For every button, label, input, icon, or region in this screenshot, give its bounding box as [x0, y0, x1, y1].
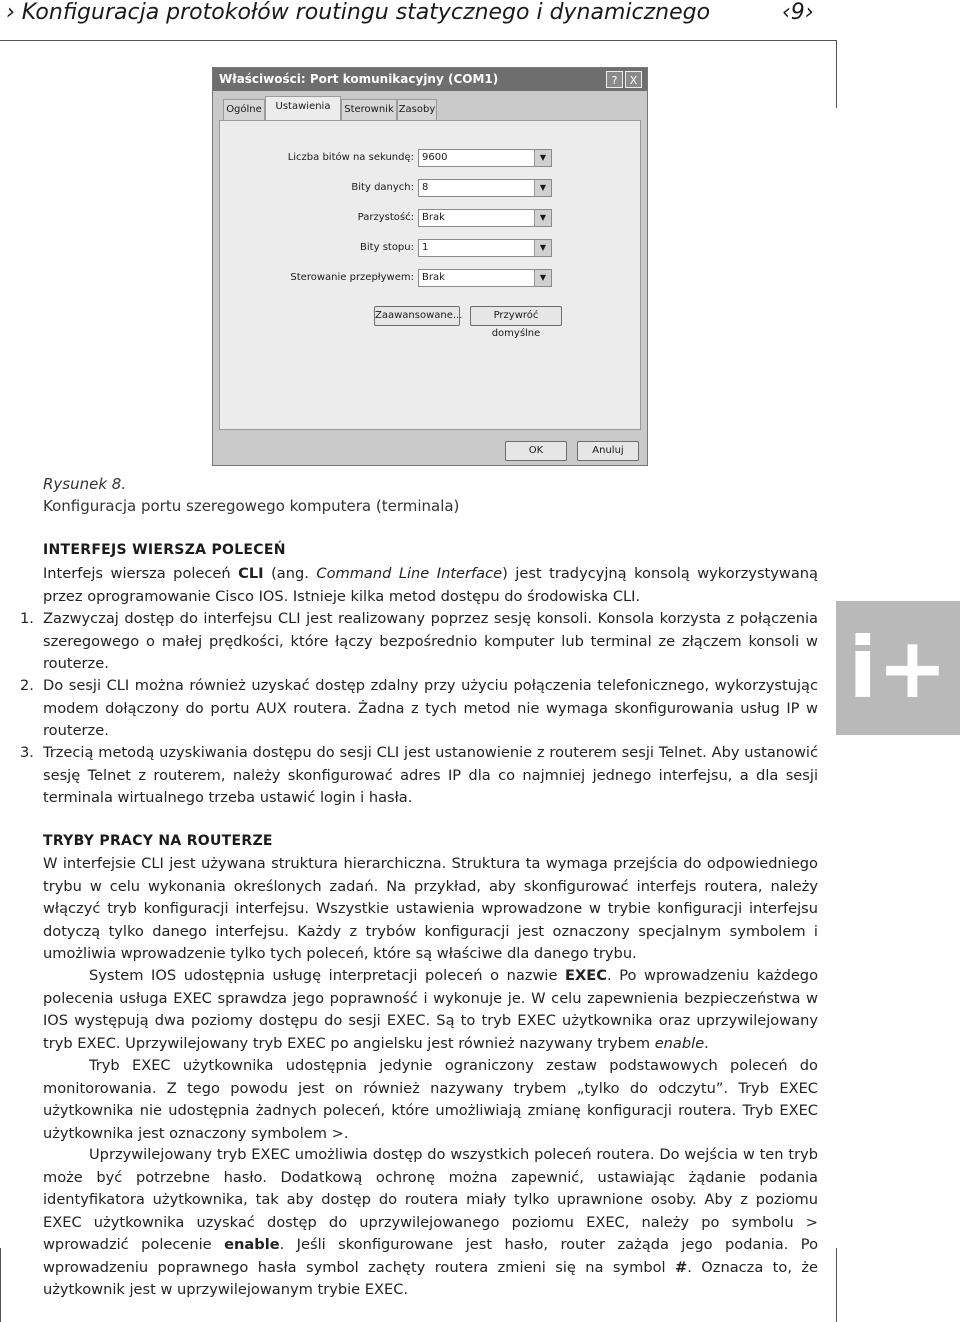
- list-number: 1.: [20, 610, 34, 627]
- field-row: [220, 179, 547, 199]
- chevron-down-icon: ▼: [534, 270, 551, 286]
- text-run-bold: EXEC: [565, 967, 607, 984]
- list-number: 2.: [20, 677, 34, 694]
- field-label: Bity stopu:: [360, 242, 414, 253]
- select-value: 9600: [422, 152, 448, 163]
- text-run: Interfejs wiersza poleceń: [43, 565, 239, 582]
- list-item: Do sesji CLI można również uzyskać dostęp zdalny przy użyciu połączenia telefonicznego, wykorzystując modem dołączony do portu AUX routera. Żadna z tych metod nie wymaga skonfigurowania usług IP w routerze.: [43, 677, 818, 739]
- tab-general[interactable]: Ogólne: [223, 99, 265, 120]
- list-item: Trzecią metodą uzyskiwania dostępu do sesji CLI jest ustanowienie z routerem sesji Telnet. Aby ustanowić sesję Telnet z routerem, należy skonfigurować adres IP dla co najmniej jednego interfejsu, a dla sesji terminala wirtualnego trzeba ustawić login i hasła.: [43, 744, 818, 806]
- chevron-down-icon: ▼: [534, 150, 551, 166]
- advanced-button[interactable]: Zaawansowane...: [374, 306, 460, 326]
- text-run: Uprzywilejowany tryb EXEC umożliwia dostęp do wszystkich poleceń routera. Do wejścia w ten tryb może być potrzebne hasło. Dodatkową ochronę można zapewnić, ustawiając żądanie podania identyfikatora użytkownika, tak aby dostęp do routera miały tylko uprawnione osoby. Aby z poziomu EXEC użytkownika uzyskać dostęp do uprzywilejowanego poziomu EXEC, należy po symbolu > wprowadzić polecenie: [43, 1146, 818, 1253]
- side-tab: [836, 601, 960, 735]
- field-row: [220, 209, 547, 229]
- data-bits-select[interactable]: [418, 179, 552, 197]
- text-run: (ang.: [263, 565, 317, 582]
- select-value: Brak: [422, 272, 445, 283]
- text-run: . Oznacza to, że użytkownik jest w uprzywilejowanym trybie EXEC.: [43, 1258, 819, 1298]
- text-run: .: [704, 1034, 709, 1052]
- field-row: [220, 239, 547, 259]
- chapter-title: › Konfiguracja protokołów routingu statycznego i dynamicznego: [6, 0, 711, 25]
- ok-button[interactable]: OK: [505, 441, 567, 461]
- dialog-title: Właściwości: Port komunikacyjny (COM1): [213, 68, 647, 91]
- select-value: Brak: [422, 212, 445, 223]
- text-run: ) jest tradycyjną konsolą wykorzystywaną przez oprogramowanie Cisco IOS. Istnieje kilka metod dostępu do środowiska CLI.: [43, 565, 818, 605]
- text-run: System IOS udostępnia usługę interpretacji poleceń o nazwie: [89, 967, 566, 984]
- port-settings-panel: [219, 120, 641, 430]
- text-run: . Po wprowadzeniu każdego polecenia usługa EXEC sprawdza jego poprawność i wykonuje je. W celu zapewnienia bezpieczeństwa w IOS występują dwa poziomy dostępu do sesji EXEC. Są to tryb EXEC użytkownika oraz uprzywilejowany tryb EXEC. Uprzywilejowany tryb EXEC po angielsku jest również nazywany trybem: [43, 967, 818, 1052]
- cancel-button[interactable]: Anuluj: [577, 441, 639, 461]
- select-value: 1: [422, 242, 429, 253]
- flow-control-select[interactable]: [418, 269, 552, 287]
- figure-label: Rysunek 8.: [43, 475, 127, 493]
- text-run-bold: #: [675, 1258, 688, 1276]
- chevron-down-icon: ▼: [534, 240, 551, 256]
- iplus-logo: i+: [848, 619, 948, 717]
- page-number: ‹9›: [782, 0, 814, 25]
- chevron-down-icon: ▼: [534, 210, 551, 226]
- margin-rule: [836, 1248, 837, 1322]
- text-run: Tryb EXEC użytkownika udostępnia jedynie ograniczony zestaw podstawowych poleceń do monitorowania. Z tego powodu jest on również nazywany trybem „tylko do odczytu”. Tryb EXEC użytkownika nie udostępnia żadnych poleceń, które umożliwiają zmianę konfiguracji routera. Tryb EXEC użytkownika jest oznaczony symbolem >.: [43, 1057, 818, 1142]
- text-run: . Jeśli skonfigurowane jest hasło, router zażąda jego podania. Po wprowadzeniu poprawnego hasła symbol zachęty routera zmieni się na symbol: [43, 1236, 818, 1276]
- section-intro: [43, 563, 818, 608]
- field-label: Bity danych:: [351, 182, 414, 193]
- close-button[interactable]: X: [625, 71, 642, 88]
- stop-bits-select[interactable]: [418, 239, 552, 257]
- parity-select[interactable]: [418, 209, 552, 227]
- field-row: [220, 269, 547, 289]
- restore-defaults-button[interactable]: Przywróć domyślne: [470, 306, 562, 326]
- margin-rule: [836, 40, 837, 108]
- tab-driver[interactable]: Sterownik: [341, 99, 397, 120]
- paragraph: [43, 1055, 818, 1145]
- paragraph: [43, 965, 818, 1055]
- list-number: 3.: [20, 744, 34, 761]
- field-label: Sterowanie przepływem:: [290, 272, 414, 283]
- list-item: Zazwyczaj dostęp do interfejsu CLI jest realizowany poprzez sesję konsoli. Konsola korzysta z połączenia szeregowego o małej prędkości, które łączy bezpośrednio komputer lub terminal ze złączem konsoli w routerze.: [43, 610, 818, 672]
- text-run-bold: enable: [224, 1236, 280, 1253]
- section-heading: TRYBY PRACY NA ROUTERZE: [43, 833, 273, 849]
- header-rule: [0, 40, 836, 41]
- select-value: 8: [422, 182, 429, 193]
- text-run-bold: CLI: [238, 565, 264, 582]
- field-label: Parzystość:: [357, 212, 414, 223]
- paragraph: [43, 1144, 818, 1302]
- figure-caption: Konfiguracja portu szeregowego komputera (terminala): [43, 497, 460, 515]
- section-heading: INTERFEJS WIERSZA POLECEŃ: [43, 542, 286, 558]
- field-label: Liczba bitów na sekundę:: [287, 152, 414, 163]
- tab-resources[interactable]: Zasoby: [397, 99, 437, 120]
- tab-port-settings[interactable]: Ustawienia: [265, 96, 341, 121]
- help-button[interactable]: ?: [606, 71, 623, 88]
- com-port-dialog: [212, 67, 648, 466]
- field-row: [220, 149, 547, 169]
- paragraph: W interfejsie CLI jest używana struktura hierarchiczna. Struktura ta wymaga przejścia do odpowiedniego trybu w celu wykonania określonych zadań. Na przykład, aby skonfigurować interfejs routera, należy włączyć tryb konfiguracji interfejsu. Wszystkie ustawienia wprowadzone w trybie konfiguracji interfejsu dotyczą tylko danego interfejsu. Każdy z trybów konfiguracji jest oznaczony specjalnym symbolem i umożliwia wprowadzenie tylko tych poleceń, które są właściwe dla danego trybu.: [43, 855, 818, 962]
- running-header: [6, 0, 814, 25]
- text-run-italic: Command Line Interface: [316, 565, 503, 582]
- baud-rate-select[interactable]: [418, 149, 552, 167]
- text-run-italic: enable: [654, 1034, 705, 1052]
- margin-rule: [0, 1248, 1, 1322]
- chevron-down-icon: ▼: [534, 180, 551, 196]
